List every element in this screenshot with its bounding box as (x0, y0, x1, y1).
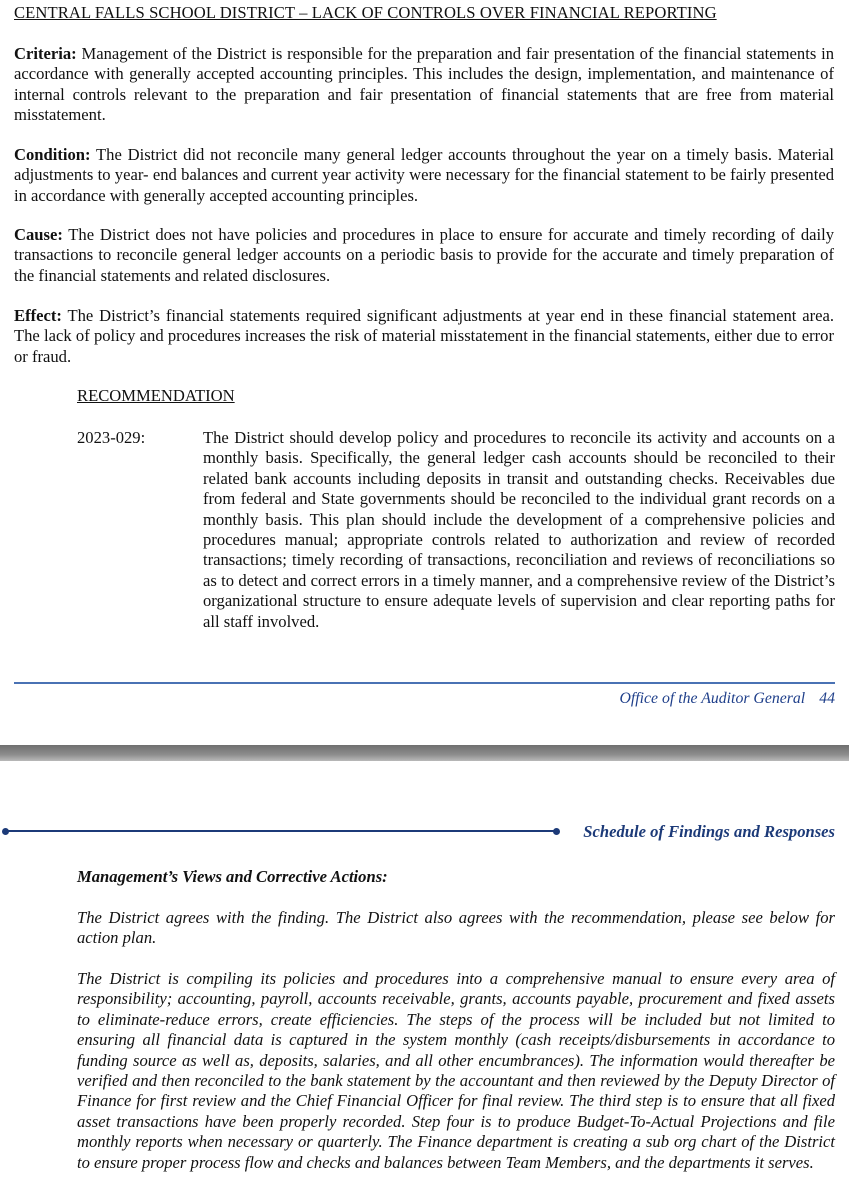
effect-text: The District’s financial statements required significant adjustments at year end in these financial statement area. The lack of policy and procedures increases the risk of material misstatement in the financial statements, either due to error or fraud. (14, 306, 834, 366)
page-footer (619, 689, 835, 709)
effect-label: Effect: (14, 306, 62, 325)
cause-label: Cause: (14, 225, 63, 244)
page-number: 44 (819, 690, 835, 707)
condition-paragraph (14, 145, 834, 206)
criteria-paragraph (14, 44, 834, 126)
header-rule (6, 830, 554, 832)
cause-paragraph (14, 225, 834, 286)
condition-label: Condition: (14, 145, 91, 164)
management-agreement-paragraph: The District agrees with the finding. The District also agrees with the recommendation, please see below for action plan. (77, 908, 835, 948)
running-header-title: Schedule of Findings and Responses (583, 822, 835, 841)
recommendation-text: The District should develop policy and procedures to reconcile its activity and accounts on a monthly basis. Specifically, the general ledger cash accounts should be reconciled to their related bank accounts including deposits in transit and outstanding checks. Receivables due from federal and State governments should be reconciled to the individual grant records on a monthly basis. This plan should include the development of a comprehensive policies and procedures manual; appropriate controls related to authorization and review of recorded transactions; timely recording of transactions, reconciliation and reviews of reconciliations so as to detect and correct errors in a timely manner, and a comprehensive review of the District’s organizational structure to ensure adequate levels of supervision and clear reporting paths for all staff involved. (203, 428, 835, 631)
finding-title: CENTRAL FALLS SCHOOL DISTRICT – LACK OF CONTROLS OVER FINANCIAL REPORTING (14, 3, 717, 22)
footer-divider (14, 682, 835, 684)
header-rule-dot-left (2, 828, 9, 835)
criteria-label: Criteria: (14, 44, 77, 63)
management-views-heading: Management’s Views and Corrective Actions: (77, 867, 388, 886)
cause-text: The District does not have policies and procedures in place to ensure for accurate and timely recording of daily transactions to reconcile general ledger accounts on a periodic basis to provide for the accurate and timely preparation of the financial statements and related disclosures. (14, 225, 834, 285)
footer-office: Office of the Auditor General (619, 690, 806, 707)
criteria-text: Management of the District is responsible for the preparation and fair presentation of the financial statements in accordance with generally accepted accounting principles. This includes the design, implementation, and maintenance of internal controls relevant to the preparation and fair presentation of financial statements that are free from material misstatement. (14, 44, 834, 125)
effect-paragraph (14, 306, 834, 367)
recommendation-number: 2023-029: (77, 428, 146, 447)
action-plan-paragraph: The District is compiling its policies and procedures into a comprehensive manual to ensure every area of responsibility; accounting, payroll, accounts receivable, grants, accounts payable, procurement and fixed assets to eliminate-reduce errors, create efficiencies. The steps of the process will be included but not limited to ensuring all financial data is captured in the system monthly (cash receipts/disbursements in accordance to funding source as well as, deposits, salaries, and all other encumbrances). The information would thereafter be verified and then reconciled to the bank statement by the accountant and then reviewed by the Deputy Director of Finance for first review and the Chief Financial Officer for final review. The third step is to ensure that all fixed asset transactions have been properly recorded. Step four is to produce Budget-To-Actual Projections and file monthly reports when necessary or quarterly. The Finance department is creating a sub org chart of the District to ensure proper process flow and checks and balances between Team Members, and the departments it serves. (77, 969, 835, 1172)
condition-text: The District did not reconcile many general ledger accounts throughout the year on a timely basis. Material adjustments to year- end balances and current year activity were necessary for the financial statement to be fairly presented in accordance with generally accepted accounting principles. (14, 145, 834, 205)
recommendation-heading: RECOMMENDATION (77, 386, 235, 405)
page-separator (0, 745, 849, 761)
header-rule-dot-right (553, 828, 560, 835)
